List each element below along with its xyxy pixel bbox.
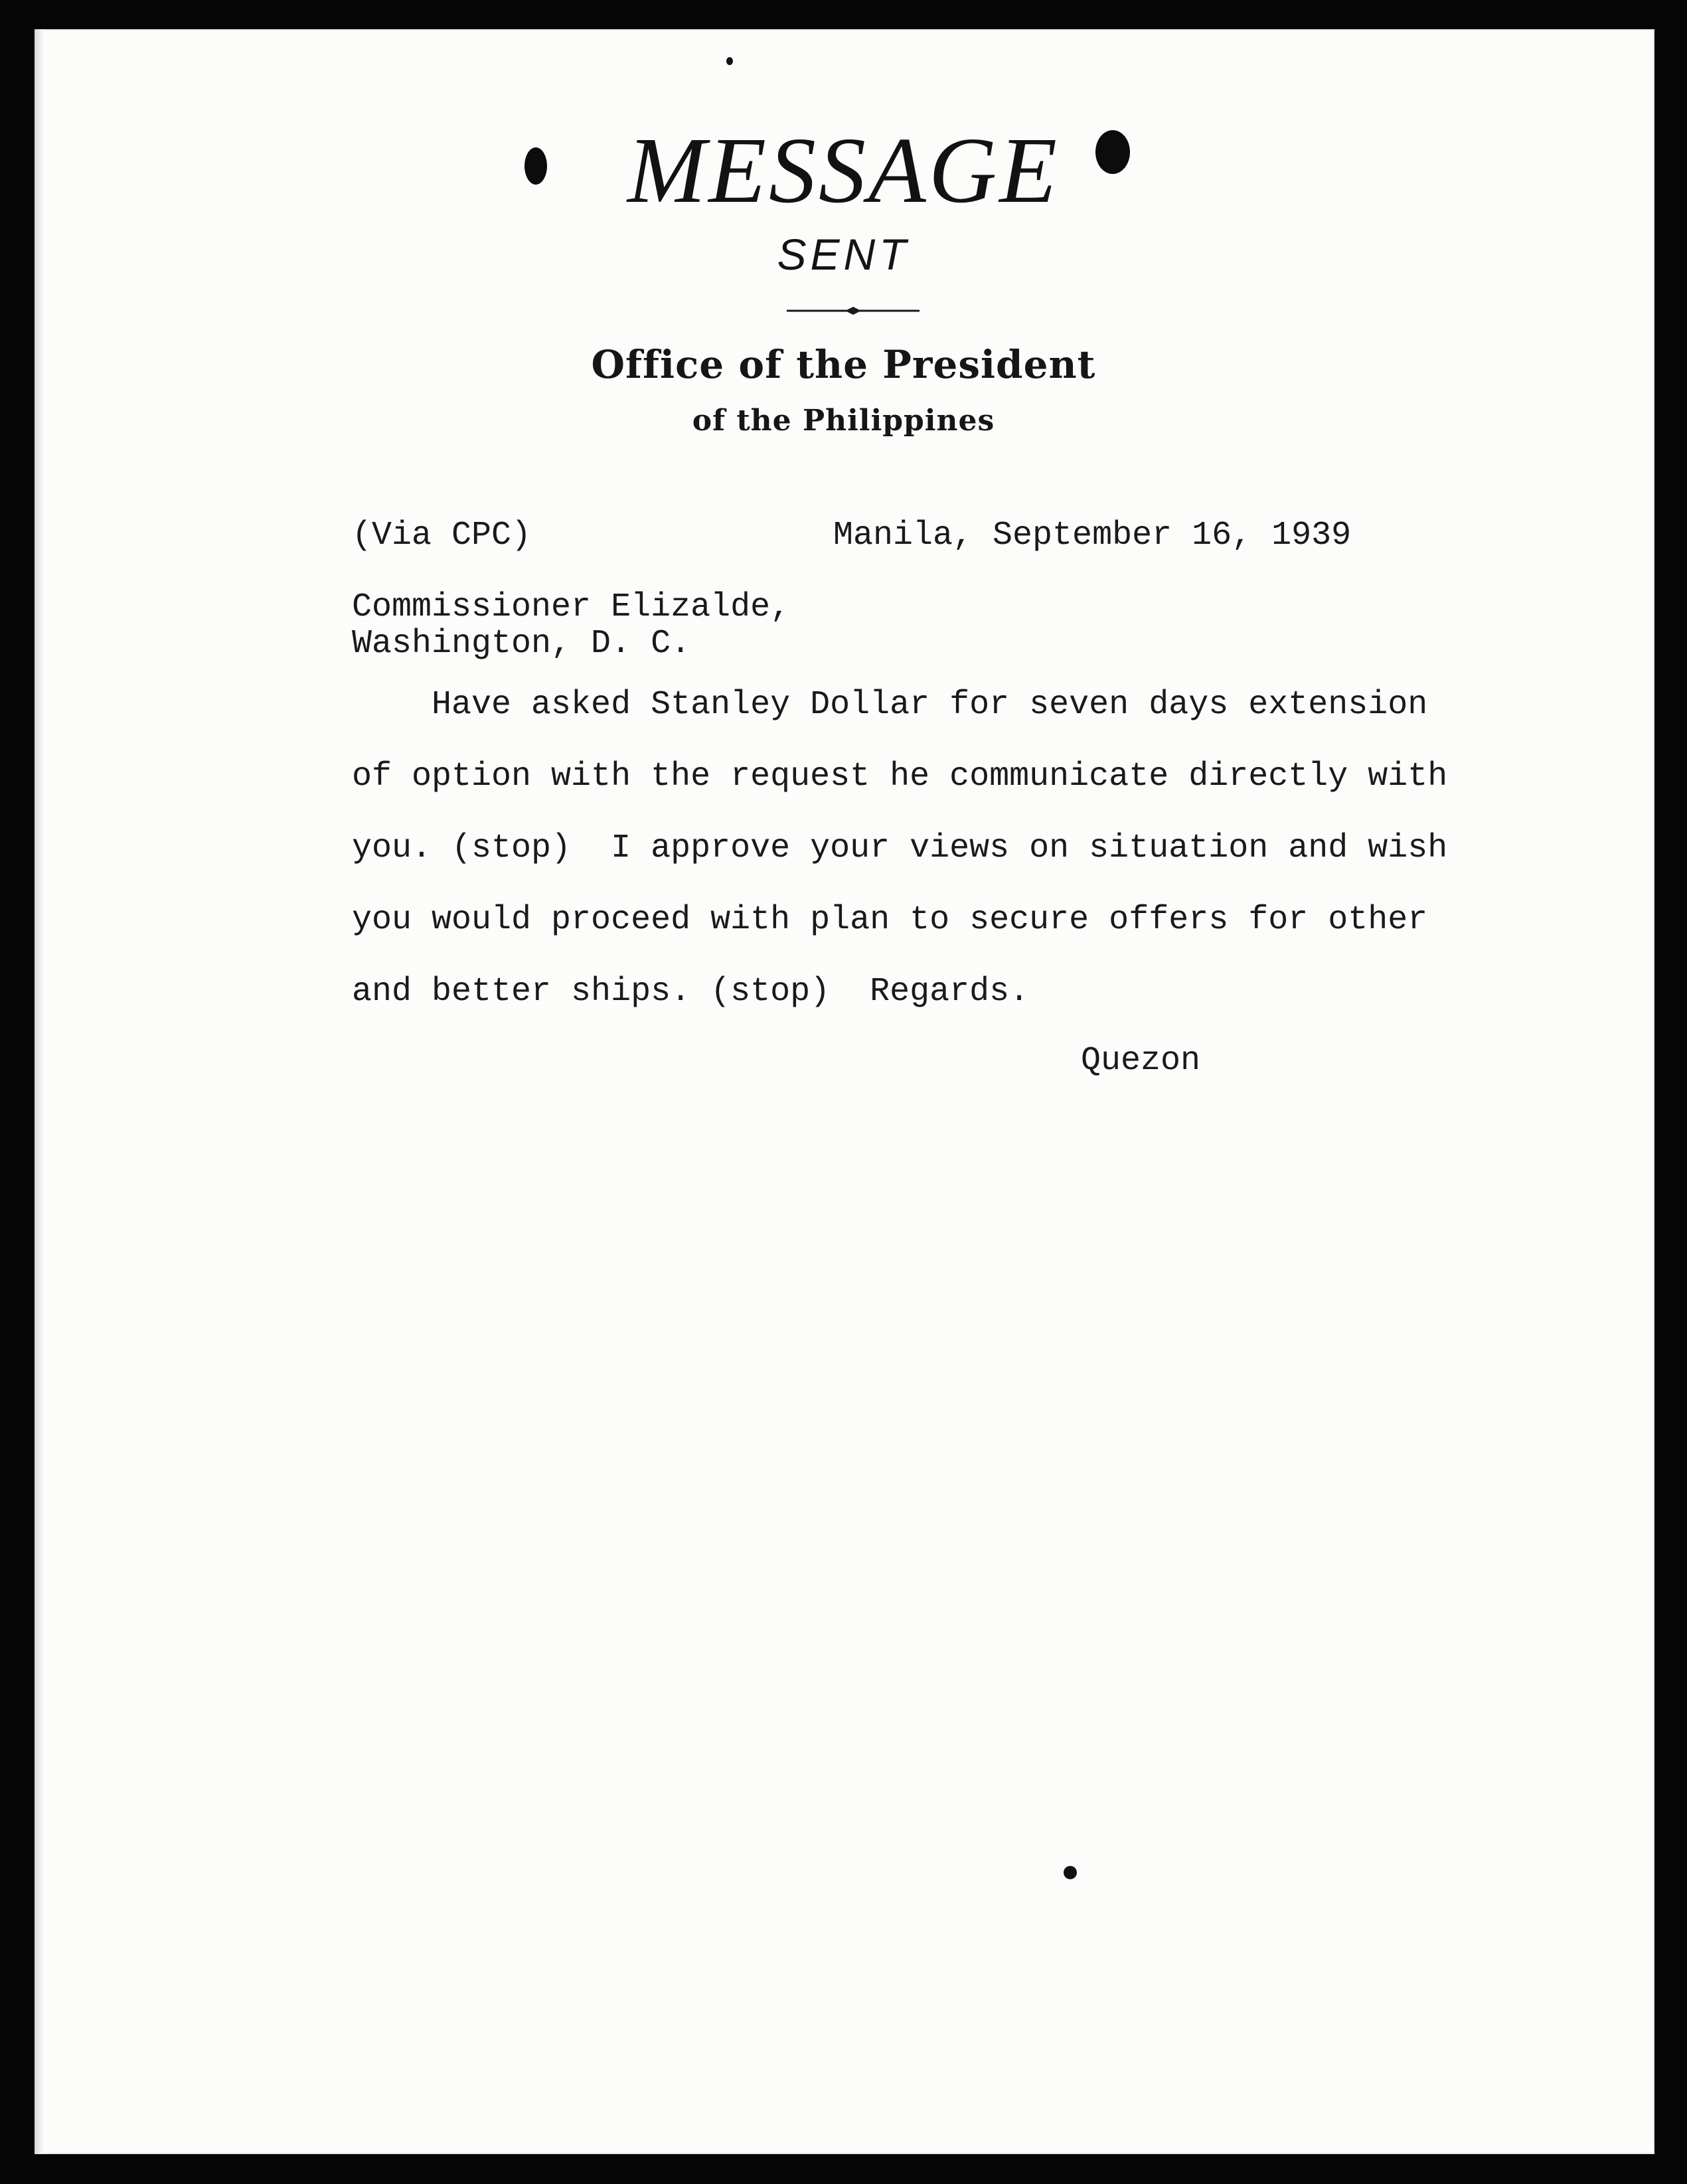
addressee-city: Washington, D. C. bbox=[352, 625, 691, 663]
body-line: Have asked Stanley Dollar for seven days extension bbox=[352, 686, 1428, 724]
addressee-name: Commissioner Elizalde, bbox=[352, 588, 791, 626]
dateline: Manila, September 16, 1939 bbox=[833, 517, 1352, 554]
body-line: of option with the request he communicate directly with bbox=[352, 758, 1448, 796]
routing-note: (Via CPC) bbox=[352, 517, 532, 554]
divider-ornament bbox=[787, 307, 920, 315]
body-line: you. (stop) I approve your views on situation and wish bbox=[352, 829, 1448, 867]
body-line: and better ships. (stop) Regards. bbox=[352, 973, 1030, 1011]
office-letterhead-line1: Office of the President bbox=[591, 342, 1096, 387]
message-title: MESSAGE bbox=[627, 118, 1060, 222]
ink-speck-bottom bbox=[1064, 1866, 1077, 1879]
sent-label: SENT bbox=[777, 230, 910, 279]
ink-speck-top bbox=[726, 57, 733, 65]
signature: Quezon bbox=[1081, 1042, 1201, 1080]
office-letterhead-line2: of the Philippines bbox=[692, 404, 995, 438]
body-line: you would proceed with plan to secure offers for other bbox=[352, 901, 1428, 939]
